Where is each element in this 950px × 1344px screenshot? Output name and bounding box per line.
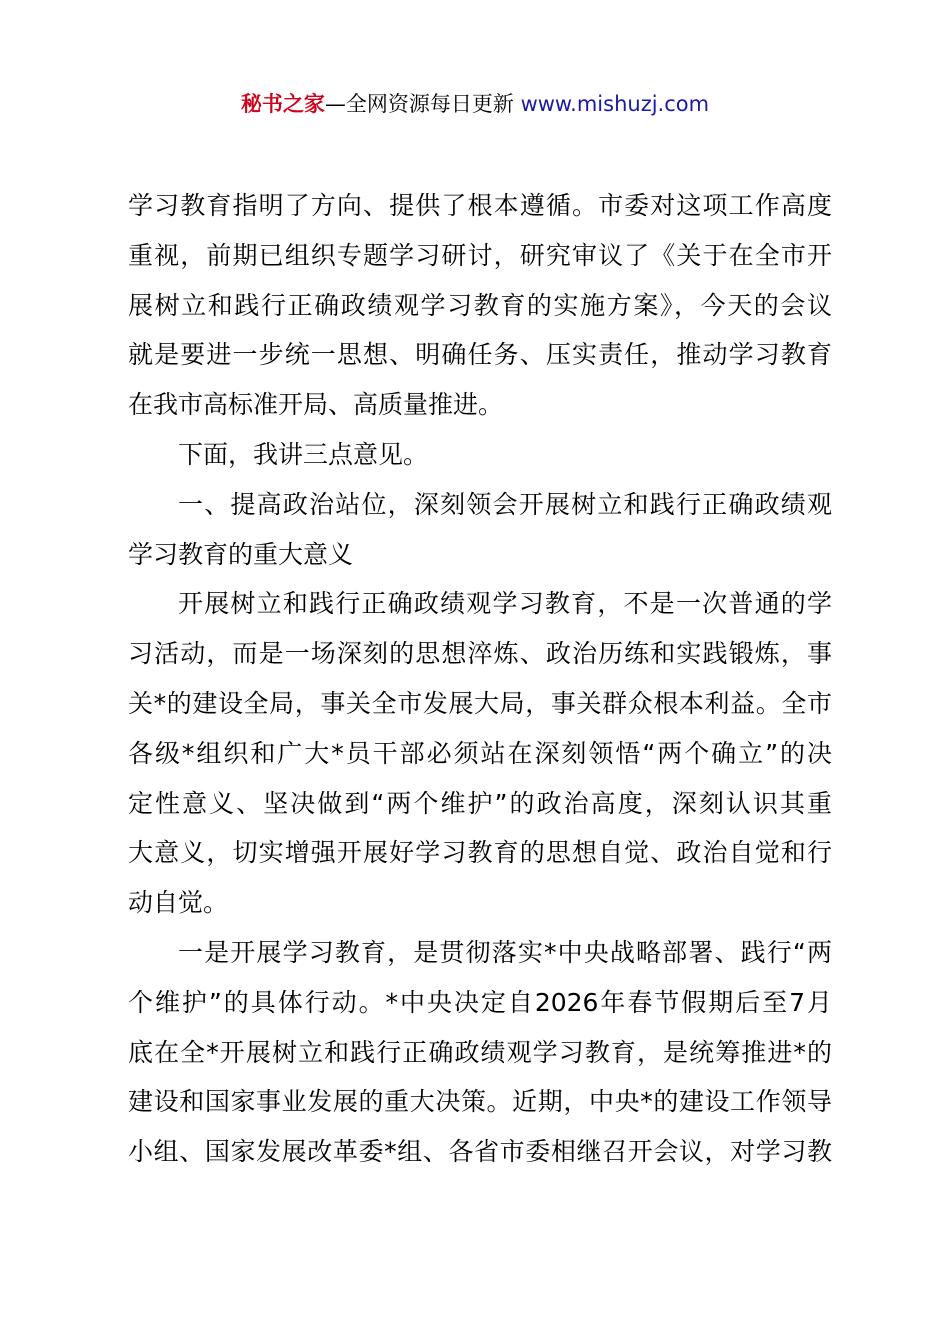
text-line: 定性意义、坚决做到“两个维护”的政治高度，深刻认识其重 [128,788,832,818]
text-line: 关*的建设全局，事关全市发展大局，事关群众根本利益。全市 [128,688,832,718]
site-url-link[interactable]: www.mishuzj.com [520,92,710,116]
text-line: 大意义，切实增强开展好学习教育的思想自觉、政治自觉和行 [128,838,832,868]
text-line: 习活动，而是一场深刻的思想淬炼、政治历练和实践锻炼，事 [128,639,832,669]
site-brand: 秘书之家 [240,92,325,116]
page-header [0,88,950,120]
text-line: 下面，我讲三点意见。 [178,439,429,469]
document-body [128,181,832,1177]
section-heading-line: 学习教育的重大意义 [128,539,354,569]
text-line: 底在全*开展树立和践行正确政绩观学习教育，是统筹推进*的 [128,1037,832,1067]
text-line: 个维护”的具体行动。*中央决定自2026年春节假期后至7月 [128,987,832,1017]
text-line: 就是要进一步统一思想、明确任务、压实责任，推动学习教育 [128,340,832,370]
text-line: 各级*组织和广大*员干部必须站在深刻领悟“两个确立”的决 [128,738,832,768]
text-line: 在我市高标准开局、高质量推进。 [128,390,504,420]
text-line: 开展树立和践行正确政绩观学习教育，不是一次普通的学 [178,589,832,619]
text-line: 展树立和践行正确政绩观学习教育的实施方案》，今天的会议 [128,290,832,320]
text-line: 学习教育指明了方向、提供了根本遵循。市委对这项工作高度 [128,191,832,220]
text-line: 重视，前期已组织专题学习研讨，研究审议了《关于在全市开 [128,240,832,270]
text-line: 小组、国家发展改革委*组、各省市委相继召开会议，对学习教 [128,1137,832,1167]
site-tagline: —全网资源每日更新 [324,92,521,116]
section-heading-line: 一、提高政治站位，深刻领会开展树立和践行正确政绩观 [178,489,832,519]
text-line: 动自觉。 [128,888,229,918]
text-line: 一是开展学习教育，是贯彻落实*中央战略部署、践行“两 [178,937,832,967]
text-line: 建设和国家事业发展的重大决策。近期，中央*的建设工作领导 [128,1087,832,1117]
